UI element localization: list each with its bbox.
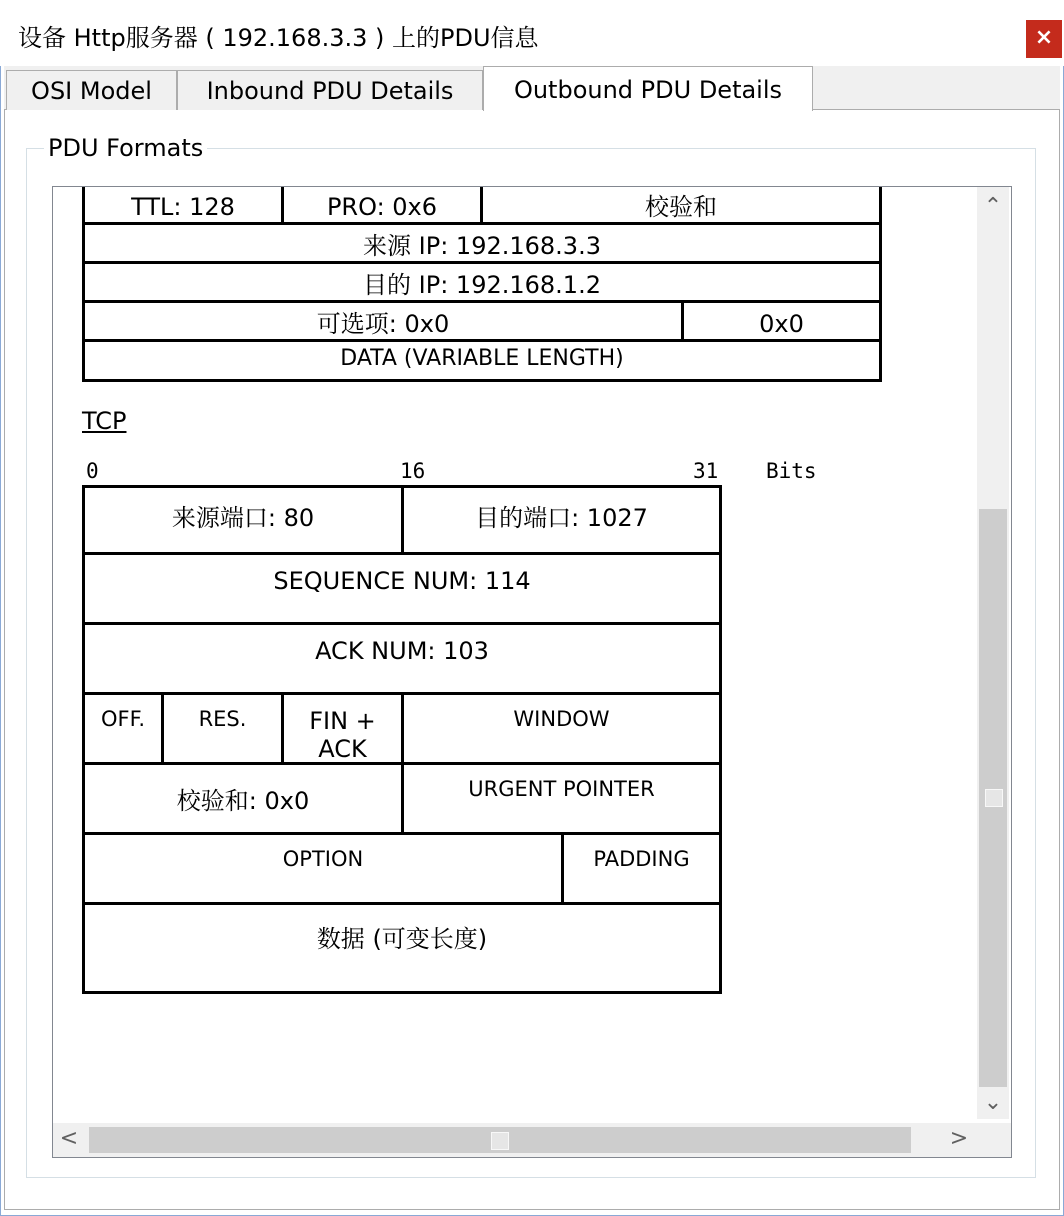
tcp-source-port-field: 来源端口: 80 [82, 485, 404, 555]
scroll-down-arrow-icon[interactable]: ⌄ [983, 1090, 1003, 1115]
tab-outbound-pdu-details[interactable]: Outbound PDU Details [483, 66, 813, 111]
scroll-up-arrow-icon[interactable]: ⌃ [983, 194, 1003, 219]
ip-padding-field: 0x0 [681, 300, 882, 342]
vertical-thumb-grip-icon [985, 789, 1003, 807]
tcp-window-field: WINDOW [401, 692, 722, 765]
ip-checksum-field: 校验和 [480, 186, 882, 225]
ip-source-field: 来源 IP: 192.168.3.3 [82, 222, 882, 264]
ip-data-field: DATA (VARIABLE LENGTH) [82, 339, 882, 382]
scroll-corner [977, 1123, 1011, 1157]
window-title: 设备 Http服务器 ( 192.168.3.3 ) 上的PDU信息 [18, 24, 539, 52]
bit-end-label: 31 [693, 459, 719, 483]
tcp-option-field: OPTION [82, 832, 564, 905]
ip-options-field: 可选项: 0x0 [82, 300, 684, 342]
tcp-checksum-field: 校验和: 0x0 [82, 762, 404, 835]
ip-destination-field: 目的 IP: 192.168.1.2 [82, 261, 882, 303]
scroll-right-arrow-icon[interactable]: > [949, 1126, 969, 1151]
tcp-sequence-number-field: SEQUENCE NUM: 114 [82, 552, 722, 625]
tcp-urgent-pointer-field: URGENT POINTER [401, 762, 722, 835]
tcp-ack-number-field: ACK NUM: 103 [82, 622, 722, 695]
bit-start-label: 0 [86, 459, 99, 483]
close-button[interactable]: × [1026, 20, 1062, 58]
tcp-flags-line2: ACK [318, 735, 367, 763]
tab-osi-model[interactable]: OSI Model [6, 70, 177, 110]
tcp-reserved-field: RES. [161, 692, 284, 765]
tab-inbound-pdu-details[interactable]: Inbound PDU Details [177, 70, 483, 110]
group-title: PDU Formats [44, 134, 207, 162]
ip-protocol-field: PRO: 0x6 [281, 186, 483, 225]
horizontal-thumb-grip-icon [491, 1132, 509, 1150]
tcp-flags-line1: FIN + [309, 707, 376, 735]
tcp-section-link[interactable]: TCP [82, 407, 127, 435]
pdu-scroll-view[interactable] [52, 186, 1012, 1158]
scroll-left-arrow-icon[interactable]: < [59, 1126, 79, 1151]
tcp-padding-field: PADDING [561, 832, 722, 905]
tcp-destination-port-field: 目的端口: 1027 [401, 485, 722, 555]
bit-mid-label: 16 [400, 459, 426, 483]
bits-unit-label: Bits [766, 459, 817, 483]
tcp-data-field: 数据 (可变长度) [82, 902, 722, 994]
tcp-offset-field: OFF. [82, 692, 164, 765]
ip-ttl-field: TTL: 128 [82, 186, 284, 225]
tcp-flags-field [281, 692, 404, 765]
